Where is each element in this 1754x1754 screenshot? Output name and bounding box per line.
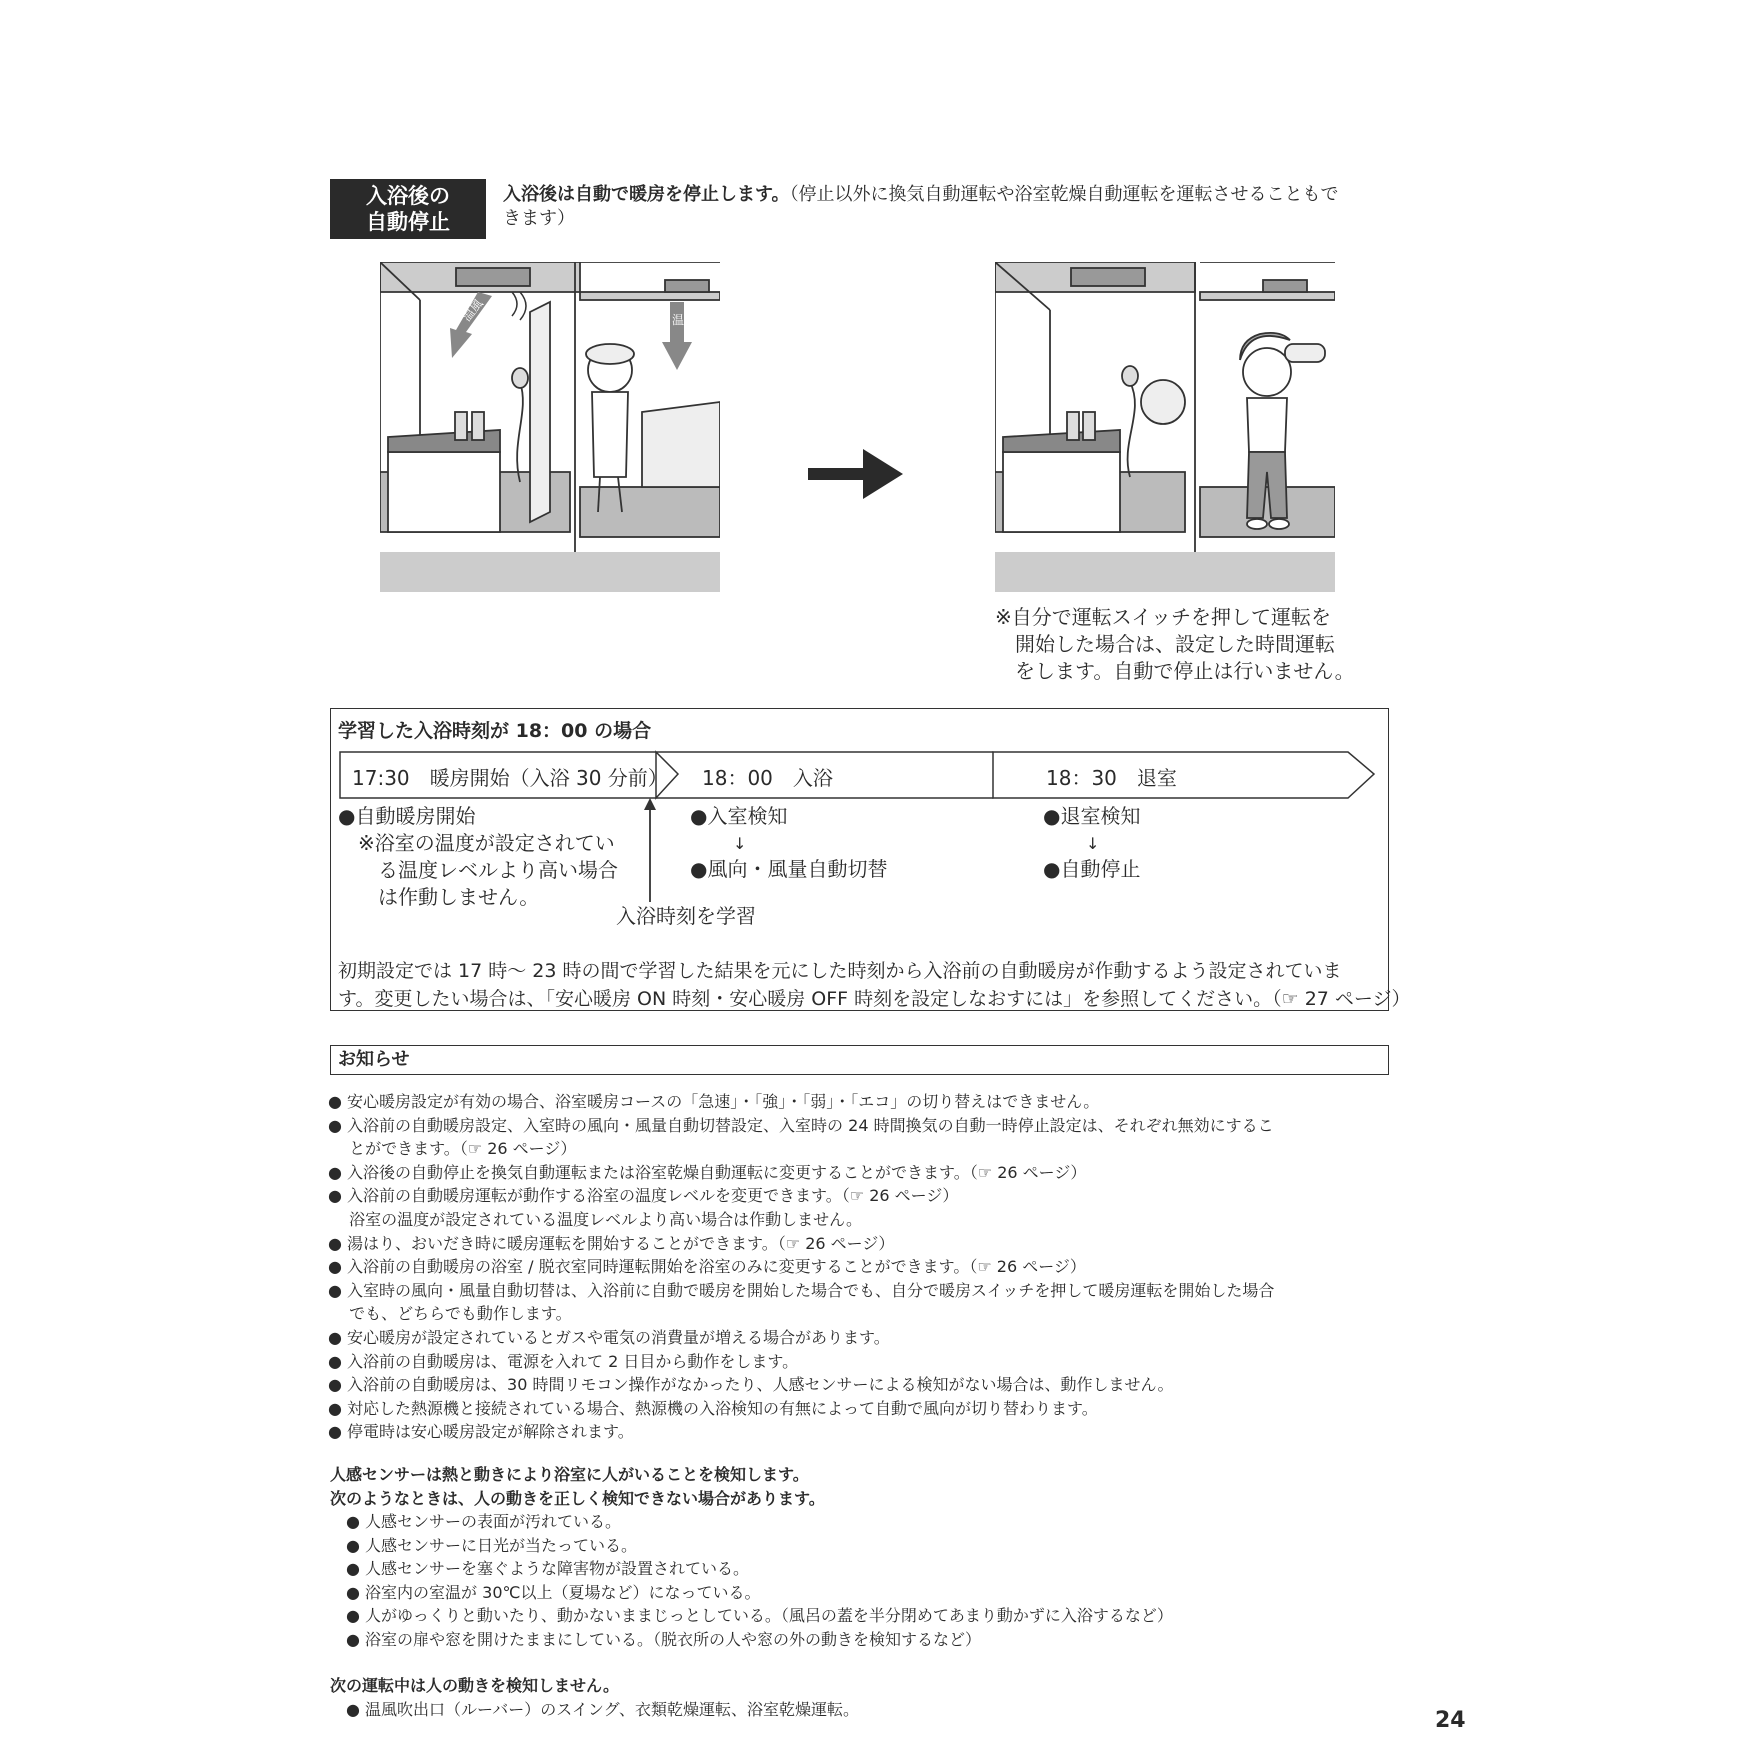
intro-rest-2: きます） — [503, 208, 575, 229]
col2-bullet-1: ●入室検知 — [690, 804, 788, 828]
col1-note-1: ※浴室の温度が設定されてい — [358, 831, 615, 855]
sensor-heading-2: 次のようなときは、人の動きを正しく検知できない場合があります。 — [330, 1488, 825, 1508]
notice-header: お知らせ — [330, 1045, 1389, 1075]
step-3-label: 18：30 退室 — [1046, 766, 1177, 790]
sensor-heading-1: 人感センサーは熱と動きにより浴室に人がいることを検知します。 — [330, 1465, 809, 1484]
notice-item: ● 停電時は安心暖房設定が解除されます。 — [328, 1422, 634, 1442]
notice-item: ● 対応した熱源機と接続されている場合、熱源機の入浴検知の有無によって自動で風向が切り替わります。 — [328, 1398, 1098, 1418]
sensor-item: ● 人感センサーの表面が汚れている。 — [346, 1512, 622, 1531]
notice-item: ● 入浴後の自動停止を換気自動運転または浴室乾燥自動運転に変更することができます。（☞ 26 ページ） — [328, 1162, 1087, 1182]
note-line-2: 開始した場合は、設定した時間運転 — [1015, 632, 1335, 656]
warm-air-label-1: 温風 — [459, 296, 486, 324]
bathroom-after-illustration — [995, 262, 1335, 592]
sensor-item: ● 浴室内の室温が 30℃以上（夏場など）になっている。 — [346, 1582, 761, 1602]
notice-list — [328, 1090, 1274, 1444]
note-line-3: をします。自動で停止は行いません。 — [1015, 659, 1355, 683]
col3-bullet-1: ●退室検知 — [1043, 804, 1141, 828]
timeline-title: 学習した入浴時刻が 18：00 の場合 — [338, 720, 652, 742]
sensor-item: ● 人感センサーに日光が当たっている。 — [346, 1535, 638, 1555]
intro-bold: 入浴後は自動で暖房を停止します。 — [503, 184, 790, 205]
sensor-item: ● 人がゆっくりと動いたり、動かないままじっとしている。（風呂の蓋を半分閉めてあまり動かずに入浴するなど） — [346, 1606, 1173, 1625]
notice-item: ● 入浴前の自動暖房の浴室 / 脱衣室同時運転開始を浴室のみに変更することができます。（☞ 26 ページ） — [328, 1257, 1086, 1277]
step-1-label: 17:30 暖房開始（入浴 30 分前） — [352, 766, 668, 790]
notice-item: とができます。（☞ 26 ページ） — [328, 1139, 577, 1159]
sensor-item: ● 浴室の扉や窓を開けたままにしている。（脱衣所の人や窓の外の動きを検知するなど） — [346, 1629, 982, 1649]
col2-bullet-2: ●風向・風量自動切替 — [690, 857, 888, 881]
col2-arrow: ↓ — [733, 834, 747, 853]
col3-arrow: ↓ — [1086, 834, 1100, 853]
initial-line-1: 初期設定では 17 時～ 23 時の間で学習した結果を元にした時刻から入浴前の自動暖房が作動するよう設定されていま — [338, 960, 1342, 982]
notice-item: ● 入浴前の自動暖房は、電源を入れて 2 日目から動作をします。 — [328, 1351, 799, 1371]
warm-air-label-2: 温風 — [672, 313, 697, 327]
notice-item: ● 入浴前の自動暖房設定、入室時の風向・風量自動切替設定、入室時の 24 時間換気の自動一時停止設定は、それぞれ無効にするこ — [328, 1115, 1274, 1135]
step-2-label: 18：00 入浴 — [702, 766, 833, 790]
initial-line-2: す。変更したい場合は、「安心暖房 ON 時刻・安心暖房 OFF 時刻を設定しなおすには」を参照してください。（☞ 27 ページ） — [338, 988, 1411, 1010]
initial-setting-text — [338, 957, 1411, 1013]
transition-arrow-icon — [808, 444, 908, 504]
notice-item: ● 湯はり、おいだき時に暖房運転を開始することができます。（☞ 26 ページ） — [328, 1233, 895, 1253]
intro-text — [503, 183, 1393, 231]
notice-item: ● 入浴前の自動暖房運転が動作する浴室の温度レベルを変更できます。（☞ 26 ページ） — [328, 1186, 959, 1206]
note-line-1: ※自分で運転スイッチを押して運転を — [995, 605, 1331, 629]
manual-start-note — [995, 604, 1355, 685]
learn-time-arrow-icon — [640, 798, 660, 902]
col1-note-3: は作動しません。 — [378, 885, 540, 909]
learn-time-label: 入浴時刻を学習 — [616, 904, 756, 928]
notice-item: ● 安心暖房が設定されているとガスや電気の消費量が増える場合があります。 — [328, 1327, 890, 1347]
col1-bullet: ●自動暖房開始 — [338, 804, 476, 828]
bathroom-before-illustration — [380, 262, 720, 592]
col1-note-2: る温度レベルより高い場合 — [378, 858, 618, 882]
notice-item: でも、どちらでも動作します。 — [328, 1304, 572, 1324]
sensor-item-2: ● 温風吹出口（ルーバー）のスイング、衣類乾燥運転、浴室乾燥運転。 — [346, 1699, 859, 1719]
page-number: 24 — [1435, 1708, 1466, 1733]
section-tag-line2: 自動停止 — [366, 210, 450, 234]
notice-item: ● 入室時の風向・風量自動切替は、入浴前に自動で暖房を開始した場合でも、自分で暖房スイッチを押して暖房運転を開始した場合 — [328, 1280, 1275, 1300]
col3-bullet-2: ●自動停止 — [1043, 857, 1141, 881]
notice-item: 浴室の温度が設定されている温度レベルより高い場合は作動しません。 — [328, 1209, 863, 1229]
sensor-item: ● 人感センサーを塞ぐような障害物が設置されている。 — [346, 1559, 750, 1578]
section-tag-line1: 入浴後の — [366, 184, 450, 208]
notice-item: ● 安心暖房設定が有効の場合、浴室暖房コースの「急速」・「強」・「弱」・「エコ」の切り替えはできません。 — [328, 1092, 1100, 1111]
notice-item: ● 入浴前の自動暖房は、30 時間リモコン操作がなかったり、人感センサーによる検知がない場合は、動作しません。 — [328, 1375, 1174, 1395]
sensor-section — [330, 1463, 1173, 1721]
sensor-heading-3: 次の運転中は人の動きを検知しません。 — [330, 1676, 619, 1695]
section-tag — [330, 179, 486, 239]
intro-rest-1: （停止以外に換気自動運転や浴室乾燥自動運転を運転させることもで — [789, 184, 1339, 205]
